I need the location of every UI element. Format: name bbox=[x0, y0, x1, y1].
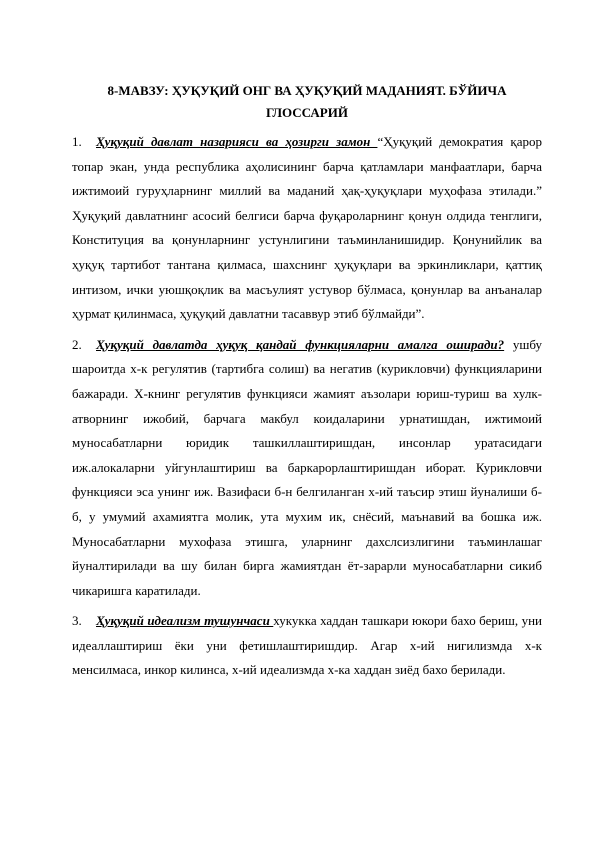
glossary-item-3 bbox=[72, 609, 542, 683]
glossary-definition: “Ҳуқуқий демократия қарор топар экан, унда республика аҳолисининг барча қатламлари манфаатлари, барча ижтимоий гуруҳларнинг миллий ва маданий ҳақ-ҳуқуқлари муҳофаза этилади.” Ҳуқуқий давлатнинг асосий белгиси барча фуқароларнинг қонун олдида тенглиги, Конституция ва қонунларнинг устунлигини таъминланишидир. Қонунийлик ва ҳуқуқ тартибот тантана қилмаса, шахснинг ҳуқуқлари ва эркинликлари, қаттиқ интизом, ички уюшқоқлик ва масъулият устувор бўлмаса, қонунлар ва анъаналар ҳурмат қилинмаса, ҳуқуқий давлатни тасаввур этиб бўлмайди”. bbox=[72, 134, 542, 322]
glossary-item-2 bbox=[72, 333, 542, 604]
glossary-term: Ҳуқуқий давлат назарияси ва ҳозирги замон bbox=[96, 134, 378, 149]
title-line-1: 8-МАВЗУ: ҲУҚУҚИЙ ОНГ ВА ҲУҚУҚИЙ МАДАНИЯТ. БЎЙИЧА bbox=[107, 83, 507, 98]
document-page bbox=[72, 80, 542, 689]
item-number: 3. bbox=[72, 613, 82, 629]
glossary-definition: ушбу шароитда х-к регулятив (тартибга солиш) ва негатив (курикловчи) функцияларини бажаради. Х-книнг регулятив функцияси жамият аъзолари юриш-туриш ва хулк-атворнинг ижобий, барчага макбул коидаларини урнатишдан, ижтимоий муносабатларни юридик ташкиллаштиришдан, инсонлар уратасидаги иж.алокаларни уйгунлаштириш ва баркарорлаштиришдан иборат. Курикловчи функцияси эса унинг иж. Вазифаси б-н белгиланган х-ий таъсир этиш йуналиши б-б, у умумий ахамиятга молик, ута мухим ик, снёсий, маънавий ва бошка иж. Муносабатларни мухофаза этишга, уларнинг дахслсизлигини таъминлашаг йуналтирилади ва шу билан бирга жамиятдан ёт-зарарли муносабатларни сикиб чикаришга каратилади. bbox=[72, 336, 542, 598]
glossary-term: Ҳуқуқий идеализм тушунчаси bbox=[96, 613, 274, 629]
title-line-2: ГЛОССАРИЙ bbox=[266, 105, 348, 120]
document-title bbox=[72, 80, 542, 124]
item-number: 1. bbox=[72, 134, 82, 149]
glossary-item-1 bbox=[72, 130, 542, 327]
glossary-definition: хукукка хаддан ташкари юкори бахо бериш, уни идеаллаштириш ёки уни фетишлаштиришдир. Агар х-ий нигилизмда х-к менсилмаса, инкор килинса, х-ий идеализмда х-ка хаддан зиёд бахо берилади. bbox=[72, 613, 542, 678]
item-number: 2. bbox=[72, 336, 82, 352]
glossary-term: Ҳуқуқий давлатда ҳуқуқ қандай функцияларни амалга оширади? bbox=[96, 336, 505, 352]
